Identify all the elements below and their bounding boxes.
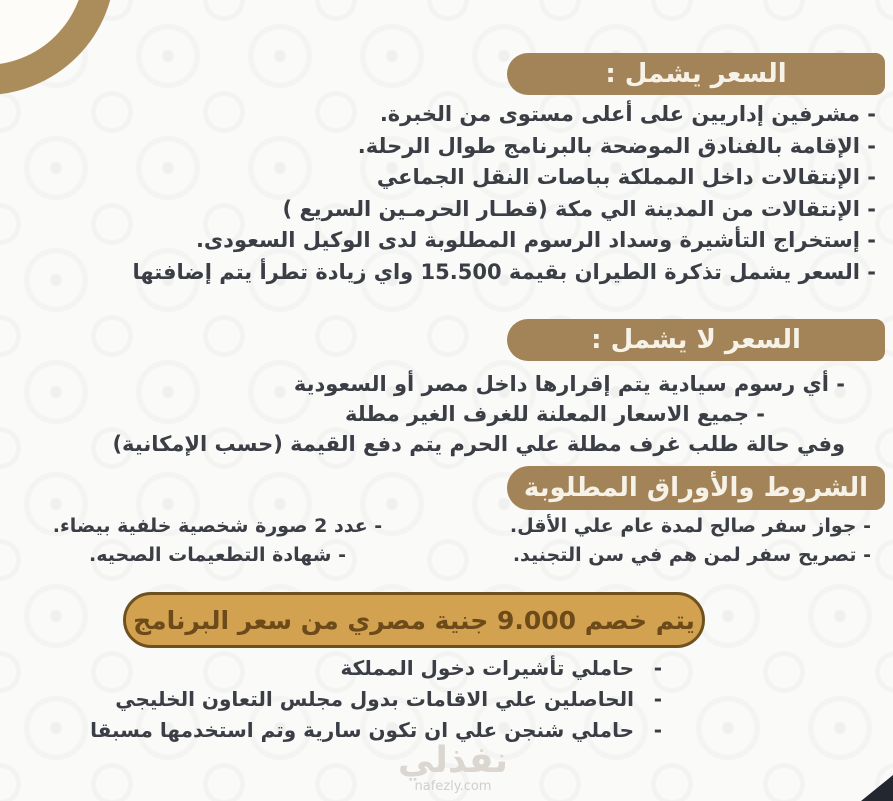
list-item bbox=[90, 684, 662, 715]
section-title: السعر لا يشمل : bbox=[591, 325, 801, 355]
dash-marker: - bbox=[653, 718, 662, 742]
list-item: - السعر يشمل تذكرة الطيران بقيمة 15.500 واي زيادة تطرأ يتم إضافتها bbox=[132, 259, 876, 284]
list-item-text: حاملي شنجن علي ان تكون سارية وتم استخدمها مسبقا bbox=[90, 718, 634, 742]
list-item-text: حاملي تأشيرات دخول المملكة bbox=[340, 656, 634, 680]
list-item-text: الحاصلين علي الاقامات بدول مجلس التعاون الخليجي bbox=[115, 687, 634, 711]
section-title: السعر يشمل : bbox=[605, 59, 787, 89]
section-header-price-includes bbox=[507, 53, 885, 95]
requirements-list-left bbox=[25, 512, 410, 570]
discount-banner-text: يتم خصم 9.000 جنية مصري من سعر البرنامج bbox=[133, 605, 695, 635]
list-item: - أي رسوم سيادية يتم إقرارها داخل مصر أو السعودية bbox=[293, 372, 845, 396]
list-item: - عدد 2 صورة شخصية خلفية بيضاء. bbox=[52, 515, 383, 537]
list-item: - الإنتقالات من المدينة الي مكة (قطـار الحرمـين السريع ) bbox=[282, 196, 876, 221]
dash-marker: - bbox=[653, 656, 662, 680]
list-item: - شهادة التطعيمات الصحيه. bbox=[89, 544, 346, 566]
corner-wedge bbox=[861, 775, 893, 801]
watermark-logo: نفذلي bbox=[397, 740, 509, 781]
price-includes-list bbox=[132, 99, 876, 288]
price-excludes-list bbox=[112, 369, 845, 459]
discount-eligibility-list bbox=[90, 653, 662, 746]
discount-banner bbox=[123, 592, 705, 648]
list-item: - مشرفين إداريين على أعلى مستوى من الخبرة. bbox=[379, 102, 876, 126]
corner-ornament bbox=[0, 0, 115, 95]
list-item: - الإقامة بالفنادق الموضحة بالبرنامج طوال الرحلة. bbox=[357, 133, 876, 158]
list-item: - إستخراج التأشيرة وسداد الرسوم المطلوبة لدى الوكيل السعودى. bbox=[195, 228, 876, 252]
list-item bbox=[90, 715, 662, 746]
section-title: الشروط والأوراق المطلوبة bbox=[523, 473, 869, 503]
dash-marker: - bbox=[653, 687, 662, 711]
requirements-list-right bbox=[510, 512, 871, 570]
section-header-requirements bbox=[507, 466, 885, 510]
list-item: - جميع الاسعار المعلنة للغرف الغير مطلة bbox=[344, 402, 765, 426]
section-header-price-excludes bbox=[507, 319, 885, 361]
watermark bbox=[393, 740, 513, 794]
list-item: - الإنتقالات داخل المملكة بباصات النقل الجماعي bbox=[376, 165, 876, 189]
list-item: - تصريح سفر لمن هم في سن التجنيد. bbox=[512, 544, 871, 566]
watermark-url: nafezly.com bbox=[414, 779, 492, 794]
list-item bbox=[90, 653, 662, 684]
list-item: - جواز سفر صالح لمدة عام علي الأقل. bbox=[509, 515, 871, 537]
list-item: وفي حالة طلب غرف مطلة علي الحرم يتم دفع القيمة (حسب الإمكانية) bbox=[112, 432, 845, 456]
